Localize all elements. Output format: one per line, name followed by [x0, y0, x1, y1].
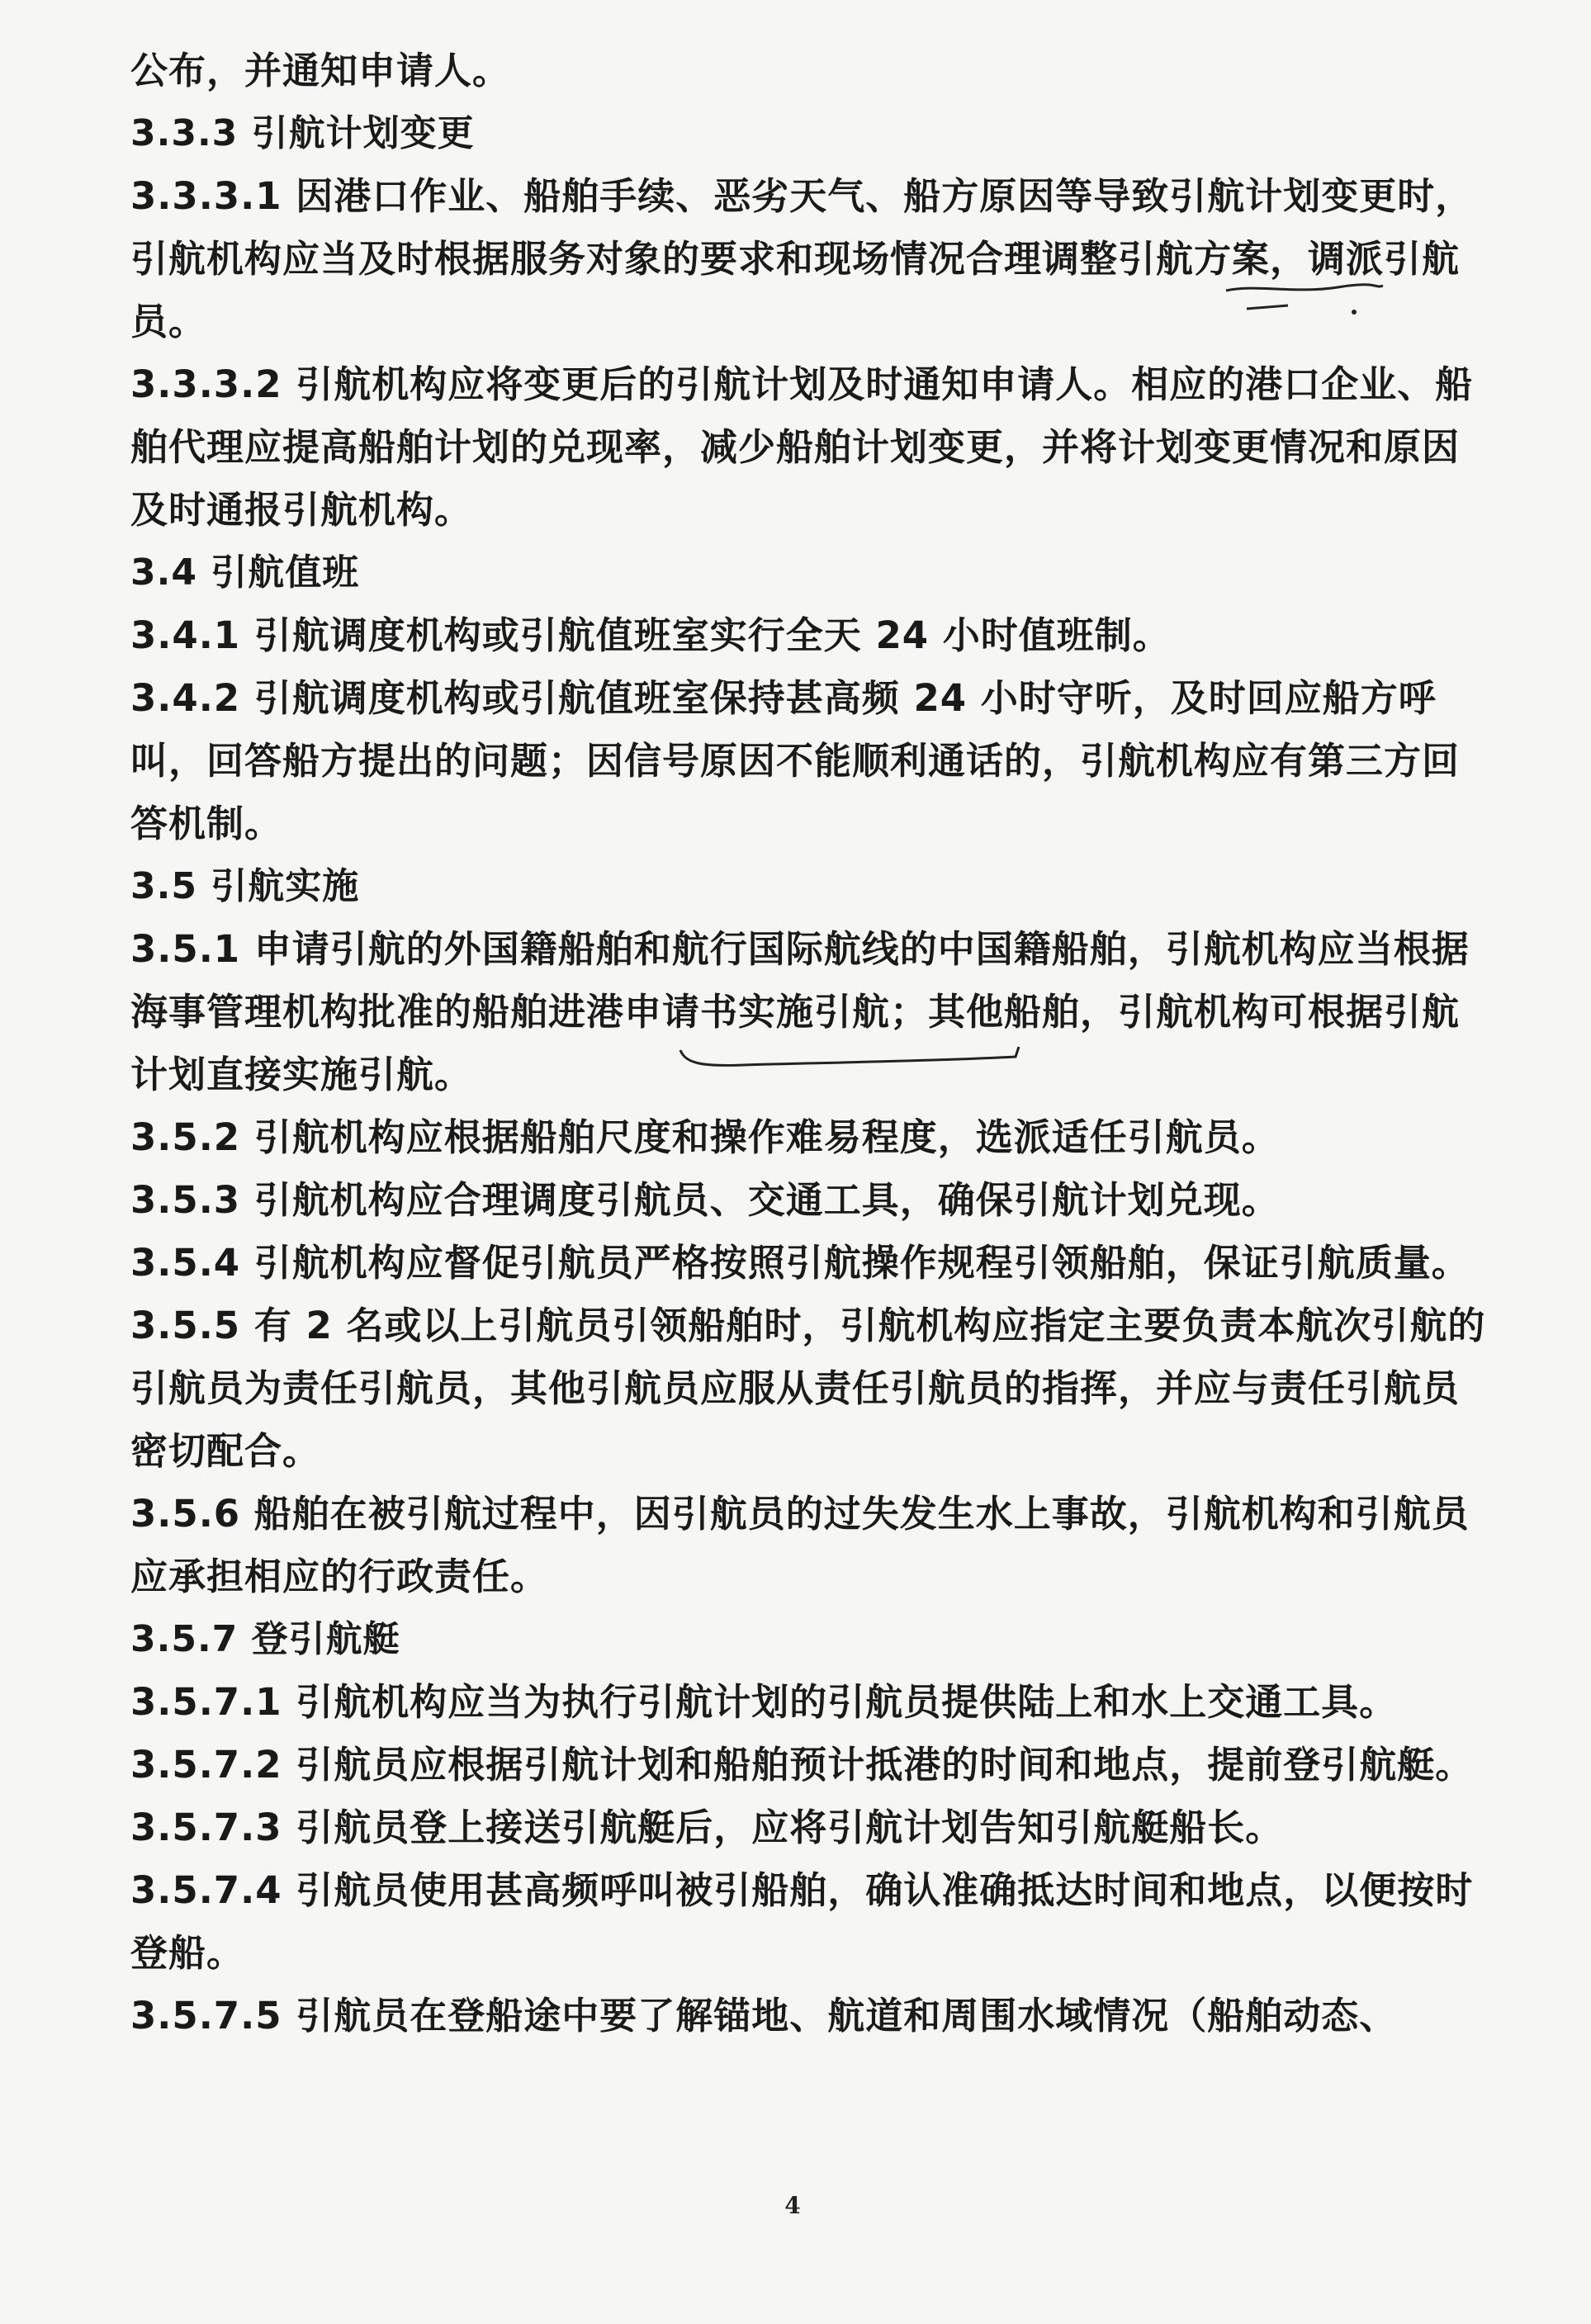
section-heading: 3.4 引航值班 [130, 551, 360, 594]
section-heading: 3.5.7 登引航艇 [130, 1618, 400, 1660]
paragraph: 3.5.7.3 引航员登上接送引航艇后，应将引航计划告知引航艇船长。 [130, 1806, 1284, 1849]
paragraph: 3.5.3 引航机构应合理调度引航员、交通工具，确保引航计划兑现。 [130, 1178, 1280, 1222]
document-body [130, 40, 1493, 2047]
paragraph: 3.4.2 引航调度机构或引航值班室保持甚高频 24 小时守听，及时回应船方呼叫，回答船方提出的问题；因信号原因不能顺利通话的，引航机构应有第三方回答机制。 [130, 676, 1461, 845]
page-number: 4 [784, 2192, 801, 2219]
paragraph: 3.5.7.5 引航员在登船途中要了解锚地、航道和周围水域情况（船舶动态、 [130, 1994, 1398, 2038]
paragraph: 3.5.6 船舶在被引航过程中，因引航员的过失发生水上事故，引航机构和引航员应承担相应的行政责任。 [130, 1492, 1470, 1598]
paragraph: 3.3.3.2 引航机构应将变更后的引航计划及时通知申请人。相应的港口企业、船舶代理应提高船舶计划的兑现率，减少船舶计划变更，并将计划变更情况和原因及时通报引航机构。 [130, 362, 1474, 532]
paragraph: 3.5.4 引航机构应督促引航员严格按照引航操作规程引领船舶，保证引航质量。 [130, 1241, 1470, 1285]
paragraph: 3.5.2 引航机构应根据船舶尺度和操作难易程度，选派适任引航员。 [130, 1115, 1280, 1159]
paragraph: 3.5.7.1 引航机构应当为执行引航计划的引航员提供陆上和水上交通工具。 [130, 1680, 1398, 1724]
paragraph: 3.5.1 申请引航的外国籍船舶和航行国际航线的中国籍船舶，引航机构应当根据海事管理机构批准的船舶进港申请书实施引航；其他船舶，引航机构可根据引航计划直接实施引航。 [130, 927, 1470, 1096]
paragraph: 3.5.5 有 2 名或以上引航员引领船舶时，引航机构应指定主要负责本航次引航的引航员为责任引航员，其他引航员应服从责任引航员的指挥，并应与责任引航员密切配合。 [130, 1304, 1486, 1473]
paragraph: 3.5.7.4 引航员使用甚高频呼叫被引船舶，确认准确抵达时间和地点，以便按时登船。 [130, 1868, 1474, 1975]
section-heading: 3.3.3 引航计划变更 [130, 112, 475, 154]
paragraph: 3.4.1 引航调度机构或引航值班室实行全天 24 小时值班制。 [130, 613, 1171, 657]
paragraph: 3.5.7.2 引航员应根据引航计划和船舶预计抵港的时间和地点，提前登引航艇。 [130, 1743, 1474, 1787]
paragraph: 公布，并通知申请人。 [130, 49, 511, 92]
paragraph: 3.3.3.1 因港口作业、船舶手续、恶劣天气、船方原因等导致引航计划变更时，引航机构应当及时根据服务对象的要求和现场情况合理调整引航方案，调派引航员。 [130, 174, 1474, 343]
section-heading: 3.5 引航实施 [130, 865, 360, 907]
